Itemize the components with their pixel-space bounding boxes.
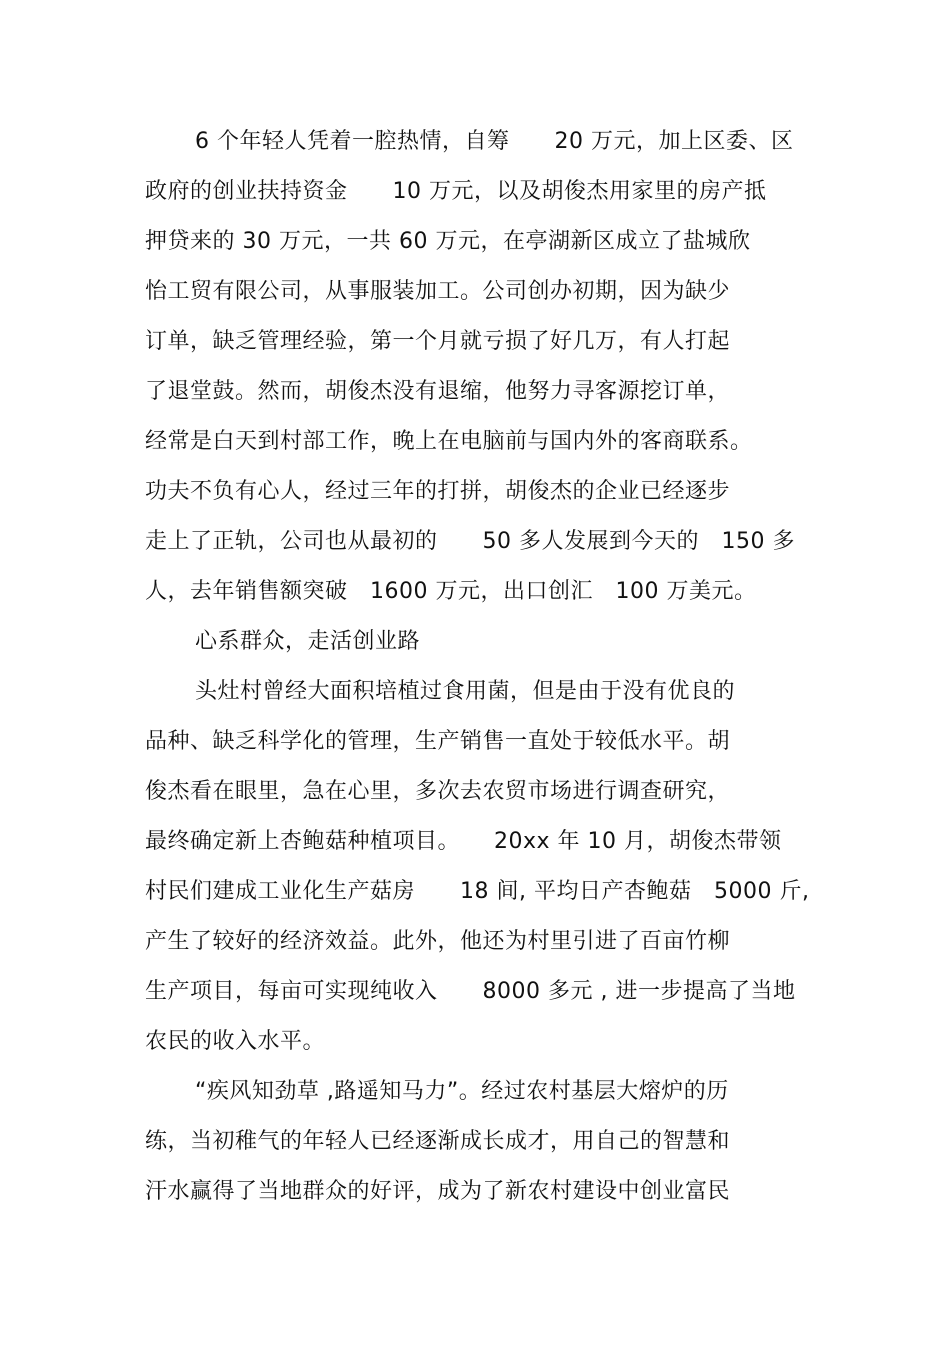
text-line: 订单，缺乏管理经验，第一个月就亏损了好几万，有人打起 bbox=[145, 329, 731, 354]
text-line: 走上了正轨，公司也从最初的 50 多人发展到今天的 150 多 bbox=[145, 529, 795, 554]
text-line: 怡工贸有限公司，从事服装加工。公司创办初期，因为缺少 bbox=[145, 279, 731, 304]
text-line: 练，当初稚气的年轻人已经逐渐成长成才，用自己的智慧和 bbox=[145, 1129, 731, 1154]
text-line: 经常是白天到村部工作，晚上在电脑前与国内外的客商联系。 bbox=[145, 429, 753, 454]
text-line: 汗水赢得了当地群众的好评，成为了新农村建设中创业富民 bbox=[145, 1179, 731, 1204]
text-line: 俊杰看在眼里，急在心里，多次去农贸市场进行调查研究， bbox=[145, 779, 731, 804]
text-line: 品种、缺乏科学化的管理，生产销售一直处于较低水平。胡 bbox=[145, 729, 731, 754]
section-heading: 心系群众，走活创业路 bbox=[195, 629, 421, 654]
text-line: 了退堂鼓。然而，胡俊杰没有退缩，他努力寻客源挖订单， bbox=[145, 379, 731, 404]
text-line: 押贷来的 30 万元，一共 60 万元，在亭湖新区成立了盐城欣 bbox=[145, 229, 751, 254]
text-line: 村民们建成工业化生产菇房 18 间, 平均日产杏鲍菇 5000 斤, bbox=[145, 879, 810, 904]
text-line: 人，去年销售额突破 1600 万元，出口创汇 100 万美元。 bbox=[145, 579, 757, 604]
text-line: 最终确定新上杏鲍菇种植项目。 20xx 年 10 月，胡俊杰带领 bbox=[145, 829, 782, 854]
text-line: 产生了较好的经济效益。此外，他还为村里引进了百亩竹柳 bbox=[145, 929, 731, 954]
text-line: 政府的创业扶持资金 10 万元，以及胡俊杰用家里的房产抵 bbox=[145, 179, 767, 204]
text-line: 农民的收入水平。 bbox=[145, 1029, 326, 1054]
text-line: 生产项目，每亩可实现纯收入 8000 多元 , 进一步提高了当地 bbox=[145, 979, 796, 1004]
text-line: “疾风知劲草 ,路遥知马力”。经过农村基层大熔炉的历 bbox=[195, 1079, 729, 1104]
text-line: 6 个年轻人凭着一腔热情，自筹 20 万元，加上区委、区 bbox=[195, 129, 794, 154]
text-line: 头灶村曾经大面积培植过食用菌，但是由于没有优良的 bbox=[195, 679, 736, 704]
text-line: 功夫不负有心人，经过三年的打拼，胡俊杰的企业已经逐步 bbox=[145, 479, 731, 504]
